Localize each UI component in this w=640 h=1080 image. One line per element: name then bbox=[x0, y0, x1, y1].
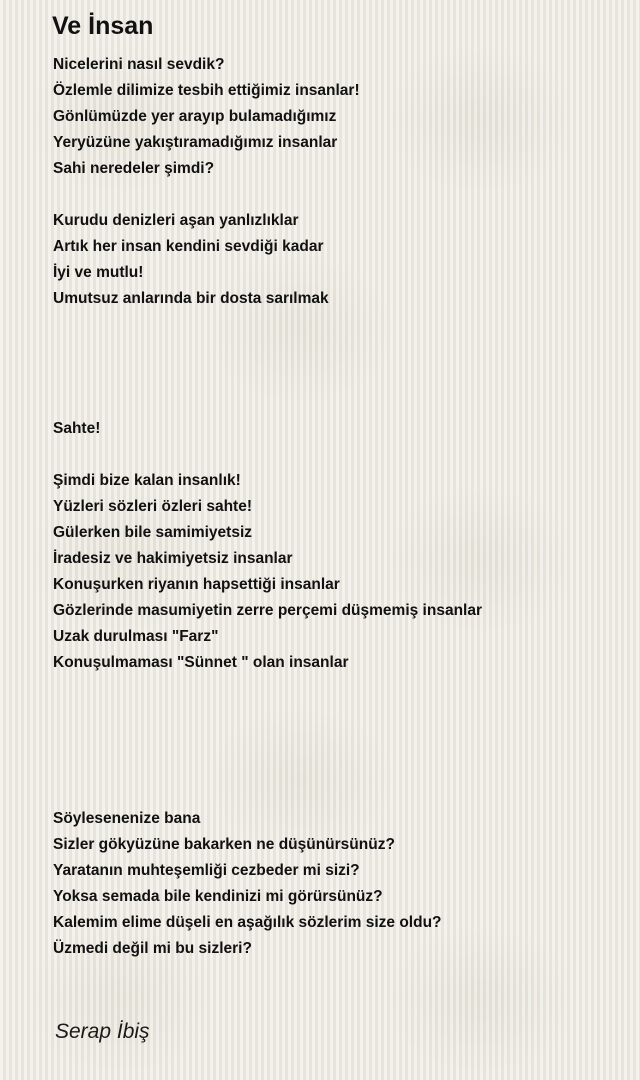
poem-line: Konuşulmaması "Sünnet " olan insanlar bbox=[53, 654, 349, 671]
poem-line: Şimdi bize kalan insanlık! bbox=[53, 472, 241, 489]
poem-line: Uzak durulması "Farz" bbox=[53, 628, 219, 645]
poem-line: Yoksa semada bile kendinizi mi görürsünüz? bbox=[53, 888, 383, 905]
stanza-4 bbox=[53, 468, 613, 676]
stanza-5 bbox=[53, 806, 613, 962]
stanza-gap bbox=[53, 312, 613, 390]
poem-line: Özlemle dilimize tesbih ettiğimiz insanlar! bbox=[53, 82, 360, 99]
poem-line: Üzmedi değil mi bu sizleri? bbox=[53, 940, 252, 957]
poem-author: Serap İbiş bbox=[55, 1020, 150, 1043]
poem-line: Sizler gökyüzüne bakarken ne düşünürsünüz? bbox=[53, 836, 395, 853]
poem-line: Söylesenenize bana bbox=[53, 810, 201, 827]
poem-line: Umutsuz anlarında bir dosta sarılmak bbox=[53, 290, 329, 307]
stanza-gap bbox=[53, 780, 613, 806]
stanza-gap bbox=[53, 754, 613, 780]
poem-line: Yaratanın muhteşemliği cezbeder mi sizi? bbox=[53, 862, 360, 879]
stanza-gap bbox=[53, 390, 613, 416]
poem-line: Konuşurken riyanın hapsettiği insanlar bbox=[53, 576, 340, 593]
poem-line: Gülerken bile samimiyetsiz bbox=[53, 524, 253, 541]
stanza-1 bbox=[53, 52, 613, 182]
poem-line: Gönlümüzde yer arayıp bulamadığımız bbox=[53, 108, 337, 125]
poem-line: Kurudu denizleri aşan yanlızlıklar bbox=[53, 212, 299, 229]
stanza-2 bbox=[53, 208, 613, 312]
poem-line: Artık her insan kendini sevdiği kadar bbox=[53, 238, 324, 255]
stanza-gap bbox=[53, 182, 613, 208]
stanza-gap bbox=[53, 442, 613, 468]
poem-title: Ve İnsan bbox=[52, 12, 154, 40]
poem-line: İradesiz ve hakimiyetsiz insanlar bbox=[53, 550, 293, 567]
poem-line: Gözlerinde masumiyetin zerre perçemi düşmemiş insanlar bbox=[53, 602, 482, 619]
stanza-gap bbox=[53, 676, 613, 754]
poem-line: Yeryüzüne yakıştıramadığımız insanlar bbox=[53, 134, 338, 151]
poem-line: Sahi neredeler şimdi? bbox=[53, 160, 215, 177]
poem-body bbox=[53, 52, 613, 962]
poem-line: Yüzleri sözleri özleri sahte! bbox=[53, 498, 252, 515]
stanza-3 bbox=[53, 416, 613, 442]
poem-line: Nicelerini nasıl sevdik? bbox=[53, 56, 225, 73]
poem-line: Kalemim elime düşeli en aşağılık sözlerim size oldu? bbox=[53, 914, 442, 931]
poem-line: Sahte! bbox=[53, 420, 101, 437]
poem-line: İyi ve mutlu! bbox=[53, 264, 144, 281]
